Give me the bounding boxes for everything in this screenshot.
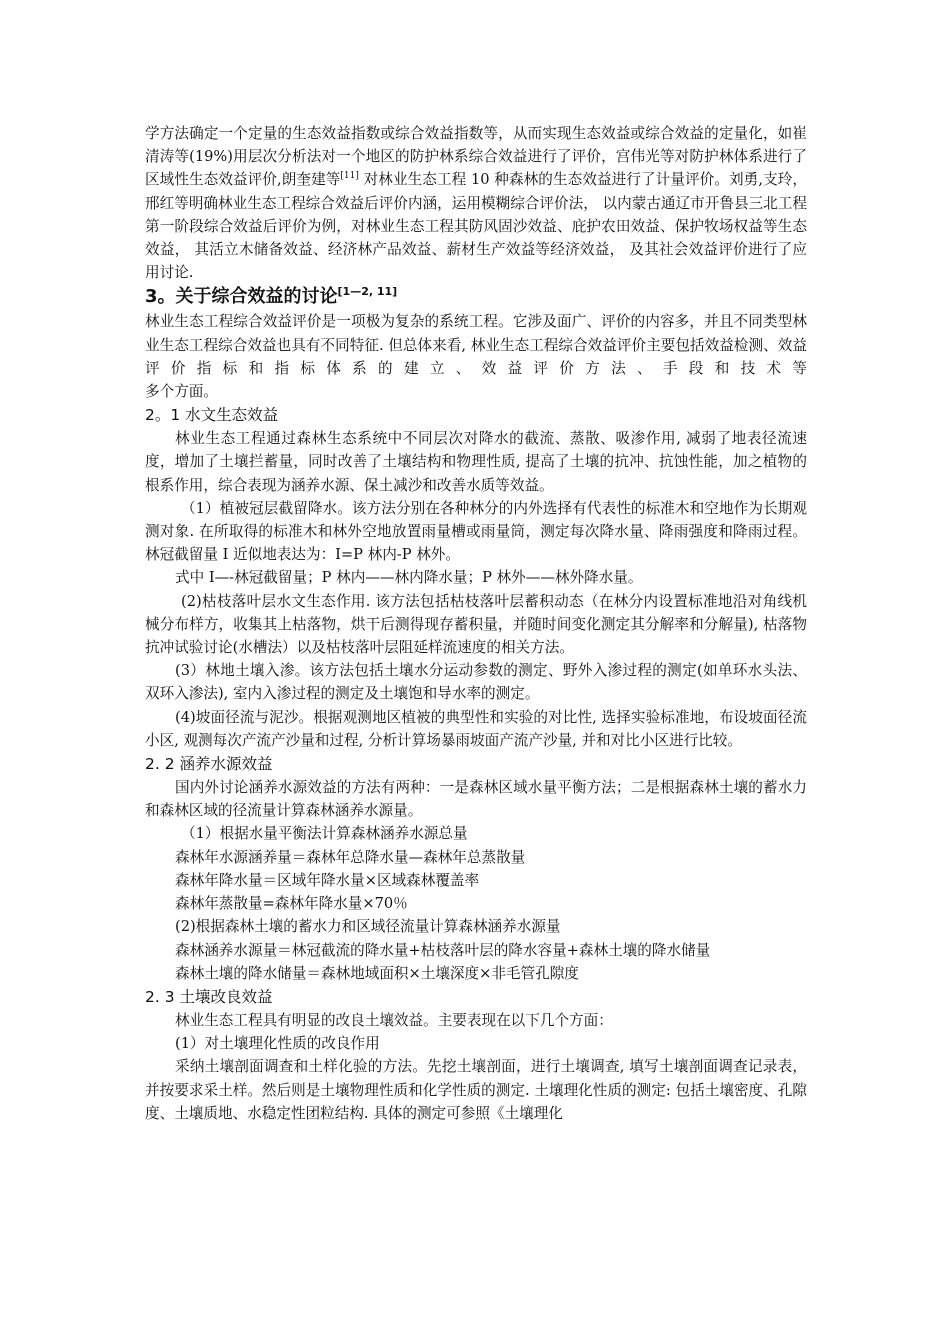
soil-survey-paragraph: 采纳土壤剖面调查和土样化验的方法。先挖土壤剖面，进行土壤调查, 填写土壤剖面调查记录表，并按要求采土样。然后则是土壤物理性质和化学性质的测定. 土壤理化性质的测定: 包括土壤密度、孔隙度、土壤质地、水稳定性团粒结构. 具体的测定可参照《土壤理化 — [145, 1058, 807, 1122]
hydrology-paragraph: 林业生态工程通过森林生态系统中不同层次对降水的截流、蒸散、吸渗作用, 减弱了地表径流速度，增加了土壤拦蓄量，同时改善了土壤结构和物理性质, 提高了土壤的抗冲、抗蚀性能，加之植物的根系作用，综合表现为涵养水源、保土减沙和改善水质等效益。 — [145, 430, 807, 494]
soil-storage-item: (2)根据森林土壤的蓄水力和区域径流量计算森林涵养水源量 — [175, 918, 561, 936]
subsection-2-1-heading: 2。1 水文生态效益 — [145, 406, 279, 425]
canopy-interception-paragraph: （1）植被冠层截留降水。该方法分别在各种林分的内外选择有代表性的标准木和空地作为长期观测对象. 在所取得的标准木和林外空地放置雨量槽或雨量筒，测定每次降水量、降雨强度和降雨过程。林冠截留量 I 近似地表达为：I=P 林内-P 林外。 — [145, 499, 807, 564]
section-3-paragraph-end: 多个方面。 — [145, 383, 218, 401]
formula-line-4: 森林涵养水源量＝林冠截流的降水量+枯枝落叶层的降水容量+森林土壤的降水储量 — [175, 941, 711, 959]
soil-improvement-paragraph: 林业生态工程具有明显的改良土壤效益。主要表现在以下几个方面： — [175, 1011, 613, 1029]
soil-infiltration-paragraph: (3）林地土壤入渗。该方法包括土壤水分运动参数的测定、野外入渗过程的测定(如单环水头法、双环入渗法), 室内入渗过程的测定及土壤饱和导水率的测定。 — [145, 662, 807, 703]
formula-line-3: 森林年蒸散量=森林年降水量×70％ — [175, 895, 408, 913]
subsection-2-3-heading: 2. 3 土壤改良效益 — [145, 987, 273, 1006]
section-3-heading — [145, 284, 807, 310]
formula-line-1: 森林年水源涵养量＝森林年总降水量—森林年总蒸散量 — [175, 848, 526, 866]
intro-text-continued: 对林业生态工程 10 种森林的生态效益进行了计量评价。刘勇,支玲，邢红等明确林业生态工程综合效益后评价内涵，运用模糊综合评价法， 以内蒙古通辽市开鲁县三北工程第一阶段综合效益后评价为例，对林业生态工程其防风固沙效益、庇护农田效益、保护牧场权益等生态效益， 其活立木储备效益、经济林产品效益、薪材生产效益等经济效益， 及其社会效益评价进行了应用讨论. — [145, 171, 807, 282]
section-3-citation: [1—2, 11] — [337, 285, 398, 299]
section-3-paragraph: 林业生态工程综合效益评价是一项极为复杂的系统工程。它涉及面广、评价的内容多，并且不同类型林业生态工程综合效益也具有不同特征. 但总体来看, 林业生态工程综合效益评价主要包括效益检测、效益评价指标和指标体系的建立、效益评价方法、手段和技术等 — [145, 313, 807, 377]
soil-property-item: (1）对土壤理化性质的改良作用 — [175, 1035, 380, 1053]
intro-text: 学方法确定一个定量的生态效益指数或综合效益指数等，从而实现生态效益或综合效益的定量化，如崔清涛等(19%)用层次分析法对一个地区的防护林系综合效益进行了评价，宫伟光等对防护林体系进行了区域性生态效益评价,朗奎建等 — [145, 125, 807, 189]
intro-paragraph — [145, 122, 807, 284]
formula-line-2: 森林年降水量＝区域年降水量×区域森林覆盖率 — [175, 871, 480, 889]
section-3-title: 3。关于综合效益的讨论 — [145, 286, 338, 308]
document-page — [145, 122, 807, 1125]
citation-ref: [11] — [340, 171, 359, 182]
subsection-2-2-heading: 2. 2 涵养水源效益 — [145, 755, 273, 774]
formula-line-5: 森林土壤的降水储量＝森林地域面积×土壤深度×非毛管孔隙度 — [175, 964, 579, 982]
litter-layer-paragraph: (2)枯枝落叶层水文生态作用. 该方法包括枯枝落叶层蓄积动态（在林分内设置标准地沿对角线机械分布样方，收集其上枯落物，烘干后测得现存蓄积量，并随时间变化测定其分解率和分解量), 枯落物抗冲试验讨论(水槽法）以及枯枝落叶层阻延样流速度的相关方法。 — [145, 592, 807, 657]
water-balance-item: （1）根据水量平衡法计算森林涵养水源总量 — [181, 825, 468, 843]
formula-legend-paragraph: 式中 I—-林冠截留量；P 林内——林内降水量；P 林外——林外降水量。 — [175, 569, 643, 587]
water-conservation-paragraph: 国内外讨论涵养水源效益的方法有两种：一是森林区域水量平衡方法；二是根据森林土壤的蓄水力和森林区域的径流量计算森林涵养水源量。 — [145, 779, 807, 820]
slope-runoff-paragraph: (4)坡面径流与泥沙。根据观测地区植被的典型性和实验的对比性, 选择实验标准地，布设坡面径流小区, 观测每次产流产沙量和过程, 分析计算场暴雨坡面产流产沙量, 并和对比小区进行比较。 — [145, 708, 807, 749]
